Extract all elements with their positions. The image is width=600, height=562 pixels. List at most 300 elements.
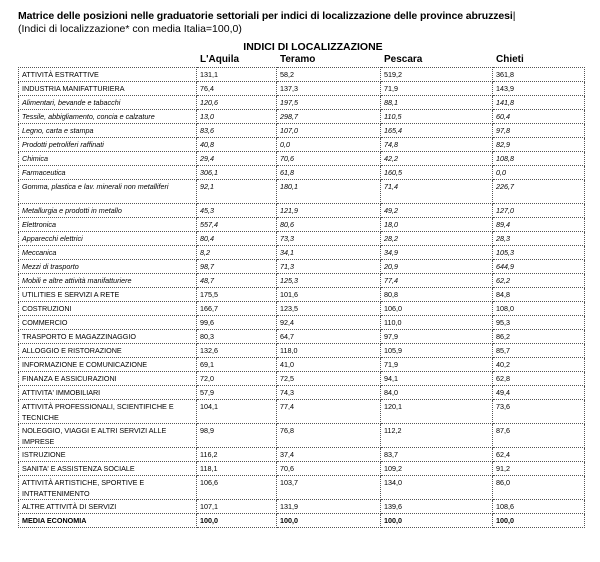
index-value: 121,9 xyxy=(280,206,298,215)
value-cell xyxy=(381,372,493,386)
value-cell xyxy=(197,204,277,218)
table-row xyxy=(19,232,585,246)
row-label-cell xyxy=(19,288,197,302)
index-value: 97,9 xyxy=(384,332,398,341)
index-value: 72,0 xyxy=(200,374,214,383)
value-cell xyxy=(277,462,381,476)
index-value: 118,1 xyxy=(200,464,218,473)
row-label: Legno, carta e stampa xyxy=(22,126,94,135)
index-value: 18,0 xyxy=(384,220,398,229)
row-label-cell xyxy=(19,514,197,528)
value-cell xyxy=(277,166,381,180)
value-cell xyxy=(277,246,381,260)
index-value: 165,4 xyxy=(384,126,402,135)
index-value: 28,2 xyxy=(384,234,398,243)
index-value: 0,0 xyxy=(496,168,506,177)
table-row xyxy=(19,424,585,448)
index-value: 107,0 xyxy=(280,126,298,135)
table-row xyxy=(19,218,585,232)
index-value: 106,0 xyxy=(384,304,402,313)
value-cell xyxy=(197,124,277,138)
table-row xyxy=(19,500,585,514)
value-cell xyxy=(277,386,381,400)
column-header-pescara: Pescara xyxy=(384,54,423,65)
table-row xyxy=(19,204,585,218)
index-value: 141,8 xyxy=(496,98,514,107)
value-cell xyxy=(197,448,277,462)
index-value: 49,2 xyxy=(384,206,398,215)
value-cell xyxy=(493,274,585,288)
value-cell xyxy=(197,82,277,96)
value-cell xyxy=(197,152,277,166)
row-label: ISTRUZIONE xyxy=(22,450,66,459)
index-value: 137,3 xyxy=(280,84,298,93)
index-value: 76,4 xyxy=(200,84,214,93)
row-label-cell xyxy=(19,180,197,204)
document-title xyxy=(18,10,584,23)
value-cell xyxy=(381,358,493,372)
value-cell xyxy=(493,302,585,316)
index-value: 110,0 xyxy=(384,318,402,327)
row-label-cell xyxy=(19,358,197,372)
index-value: 557,4 xyxy=(200,220,218,229)
row-label-cell xyxy=(19,96,197,110)
row-label: SANITA' E ASSISTENZA SOCIALE xyxy=(22,464,135,473)
index-value: 74,3 xyxy=(280,388,294,397)
value-cell xyxy=(277,218,381,232)
index-value: 100,0 xyxy=(384,516,402,525)
table-row xyxy=(19,180,585,204)
value-cell xyxy=(493,232,585,246)
value-cell xyxy=(493,500,585,514)
table-row xyxy=(19,330,585,344)
row-label-cell xyxy=(19,316,197,330)
index-value: 131,1 xyxy=(200,70,218,79)
row-label: ALLOGGIO E RISTORAZIONE xyxy=(22,346,122,355)
index-value: 197,5 xyxy=(280,98,298,107)
row-label-cell xyxy=(19,246,197,260)
row-label-cell xyxy=(19,110,197,124)
row-label-cell xyxy=(19,400,197,424)
row-label: FINANZA E ASSICURAZIONI xyxy=(22,374,117,383)
value-cell xyxy=(381,180,493,204)
table-row xyxy=(19,166,585,180)
index-value: 60,4 xyxy=(496,112,510,121)
table-row xyxy=(19,68,585,82)
value-cell xyxy=(493,96,585,110)
value-cell xyxy=(493,344,585,358)
row-label: Farmaceutica xyxy=(22,168,66,177)
index-value: 82,9 xyxy=(496,140,510,149)
row-label-cell xyxy=(19,260,197,274)
table-row xyxy=(19,476,585,500)
value-cell xyxy=(277,288,381,302)
index-value: 306,1 xyxy=(200,168,218,177)
value-cell xyxy=(493,330,585,344)
value-cell xyxy=(493,246,585,260)
value-cell xyxy=(381,260,493,274)
row-label: TRASPORTO E MAGAZZINAGGIO xyxy=(22,332,136,341)
row-label: NOLEGGIO, VIAGGI E ALTRI SERVIZI ALLE IMPRESE xyxy=(22,426,167,446)
value-cell xyxy=(197,424,277,448)
row-label: Mezzi di trasporto xyxy=(22,262,79,271)
row-label: ATTIVITA' IMMOBILIARI xyxy=(22,388,101,397)
index-value: 8,2 xyxy=(200,248,210,257)
value-cell xyxy=(493,152,585,166)
index-value: 61,8 xyxy=(280,168,294,177)
table-row xyxy=(19,302,585,316)
index-value: 105,3 xyxy=(496,248,514,257)
row-label: ATTIVITÀ ESTRATTIVE xyxy=(22,70,99,79)
value-cell xyxy=(197,110,277,124)
value-cell xyxy=(197,358,277,372)
section-header: INDICI DI LOCALIZZAZIONE xyxy=(243,41,383,53)
index-value: 42,2 xyxy=(384,154,398,163)
value-cell xyxy=(197,400,277,424)
row-label-cell xyxy=(19,344,197,358)
value-cell xyxy=(197,218,277,232)
value-cell xyxy=(197,330,277,344)
table-row xyxy=(19,358,585,372)
index-value: 77,4 xyxy=(280,402,294,411)
index-value: 86,0 xyxy=(496,478,510,487)
row-label: Meccanica xyxy=(22,248,57,257)
column-header-teramo: Teramo xyxy=(280,54,316,65)
column-header-laquila: L'Aquila xyxy=(200,54,240,65)
value-cell xyxy=(277,232,381,246)
value-cell xyxy=(277,152,381,166)
index-value: 160,5 xyxy=(384,168,402,177)
index-value: 71,9 xyxy=(384,84,398,93)
value-cell xyxy=(277,274,381,288)
value-cell xyxy=(381,288,493,302)
value-cell xyxy=(381,152,493,166)
value-cell xyxy=(381,448,493,462)
value-cell xyxy=(381,330,493,344)
value-cell xyxy=(493,110,585,124)
row-label: ALTRE ATTIVITÀ DI SERVIZI xyxy=(22,502,117,511)
index-value: 101,6 xyxy=(280,290,298,299)
value-cell xyxy=(277,424,381,448)
index-value: 104,1 xyxy=(200,402,218,411)
table-row xyxy=(19,400,585,424)
index-value: 62,8 xyxy=(496,374,510,383)
index-value: 143,9 xyxy=(496,84,514,93)
document-page xyxy=(18,10,584,525)
value-cell xyxy=(381,400,493,424)
value-cell xyxy=(197,476,277,500)
indices-table-body xyxy=(19,68,585,528)
table-row xyxy=(19,316,585,330)
value-cell xyxy=(277,260,381,274)
value-cell xyxy=(277,514,381,528)
index-value: 71,9 xyxy=(384,360,398,369)
row-label: Alimentari, bevande e tabacchi xyxy=(22,98,121,107)
value-cell xyxy=(381,124,493,138)
value-cell xyxy=(381,82,493,96)
row-label-cell xyxy=(19,166,197,180)
row-label: Mobili e altre attività manifatturiere xyxy=(22,276,132,285)
value-cell xyxy=(197,232,277,246)
value-cell xyxy=(493,82,585,96)
index-value: 41,0 xyxy=(280,360,294,369)
value-cell xyxy=(381,462,493,476)
row-label-cell xyxy=(19,302,197,316)
index-value: 100,0 xyxy=(280,516,298,525)
row-label-cell xyxy=(19,476,197,500)
value-cell xyxy=(277,124,381,138)
index-value: 116,2 xyxy=(200,450,218,459)
index-value: 83,7 xyxy=(384,450,398,459)
row-label-cell xyxy=(19,138,197,152)
index-value: 120,1 xyxy=(384,402,402,411)
value-cell xyxy=(197,344,277,358)
value-cell xyxy=(277,82,381,96)
index-value: 72,5 xyxy=(280,374,294,383)
value-cell xyxy=(381,110,493,124)
row-label: Apparecchi elettrici xyxy=(22,234,83,243)
index-value: 40,2 xyxy=(496,360,510,369)
value-cell xyxy=(277,448,381,462)
value-cell xyxy=(197,274,277,288)
value-cell xyxy=(381,302,493,316)
table-row xyxy=(19,274,585,288)
index-value: 99,6 xyxy=(200,318,214,327)
value-cell xyxy=(493,68,585,82)
value-cell xyxy=(197,138,277,152)
table-row xyxy=(19,288,585,302)
row-label: ATTIVITÀ PROFESSIONALI, SCIENTIFICHE E TECNICHE xyxy=(22,402,174,422)
value-cell xyxy=(197,372,277,386)
value-cell xyxy=(197,514,277,528)
table-row xyxy=(19,110,585,124)
index-value: 40,8 xyxy=(200,140,214,149)
index-value: 118,0 xyxy=(280,346,298,355)
value-cell xyxy=(197,68,277,82)
row-label-cell xyxy=(19,68,197,82)
value-cell xyxy=(493,424,585,448)
row-label-cell xyxy=(19,500,197,514)
row-label: UTILITIES E SERVIZI A RETE xyxy=(22,290,120,299)
value-cell xyxy=(381,514,493,528)
index-value: 94,1 xyxy=(384,374,398,383)
table-row xyxy=(19,344,585,358)
index-value: 70,6 xyxy=(280,464,294,473)
index-value: 132,6 xyxy=(200,346,218,355)
index-value: 70,6 xyxy=(280,154,294,163)
value-cell xyxy=(381,232,493,246)
index-value: 49,4 xyxy=(496,388,510,397)
row-label-cell xyxy=(19,372,197,386)
index-value: 110,5 xyxy=(384,112,402,121)
index-value: 69,1 xyxy=(200,360,214,369)
index-value: 73,6 xyxy=(496,402,510,411)
value-cell xyxy=(493,180,585,204)
value-cell xyxy=(381,68,493,82)
index-value: 134,0 xyxy=(384,478,402,487)
value-cell xyxy=(493,166,585,180)
table-row xyxy=(19,152,585,166)
index-value: 64,7 xyxy=(280,332,294,341)
value-cell xyxy=(381,274,493,288)
value-cell xyxy=(381,138,493,152)
index-value: 226,7 xyxy=(496,182,514,191)
index-value: 58,2 xyxy=(280,70,294,79)
index-value: 644,9 xyxy=(496,262,514,271)
value-cell xyxy=(493,218,585,232)
index-value: 98,9 xyxy=(200,426,214,435)
row-label-cell xyxy=(19,274,197,288)
index-value: 175,5 xyxy=(200,290,218,299)
value-cell xyxy=(381,500,493,514)
value-cell xyxy=(197,302,277,316)
row-label-cell xyxy=(19,232,197,246)
index-value: 105,9 xyxy=(384,346,402,355)
value-cell xyxy=(277,500,381,514)
row-label: Metallurgia e prodotti in metallo xyxy=(22,206,122,215)
index-value: 106,6 xyxy=(200,478,218,487)
value-cell xyxy=(277,372,381,386)
index-value: 519,2 xyxy=(384,70,402,79)
index-value: 100,0 xyxy=(496,516,514,525)
row-label-cell xyxy=(19,424,197,448)
value-cell xyxy=(277,138,381,152)
index-value: 29,4 xyxy=(200,154,214,163)
row-label: INDUSTRIA MANIFATTURIERA xyxy=(22,84,125,93)
value-cell xyxy=(381,96,493,110)
index-value: 87,6 xyxy=(496,426,510,435)
row-label: MEDIA ECONOMIA xyxy=(22,516,87,525)
value-cell xyxy=(197,180,277,204)
value-cell xyxy=(197,316,277,330)
row-label: INFORMAZIONE E COMUNICAZIONE xyxy=(22,360,147,369)
index-value: 20,9 xyxy=(384,262,398,271)
indices-table xyxy=(18,67,585,528)
row-label: Prodotti petroliferi raffinati xyxy=(22,140,104,149)
value-cell xyxy=(381,386,493,400)
index-value: 100,0 xyxy=(200,516,218,525)
index-value: 28,3 xyxy=(496,234,510,243)
index-value: 80,3 xyxy=(200,332,214,341)
value-cell xyxy=(493,400,585,424)
value-cell xyxy=(197,288,277,302)
value-cell xyxy=(493,462,585,476)
index-value: 139,6 xyxy=(384,502,402,511)
value-cell xyxy=(277,110,381,124)
index-value: 48,7 xyxy=(200,276,214,285)
value-cell xyxy=(493,288,585,302)
value-cell xyxy=(493,514,585,528)
index-value: 92,1 xyxy=(200,182,214,191)
row-label-cell xyxy=(19,82,197,96)
index-value: 62,4 xyxy=(496,450,510,459)
index-value: 34,1 xyxy=(280,248,294,257)
index-value: 80,4 xyxy=(200,234,214,243)
value-cell xyxy=(277,344,381,358)
value-cell xyxy=(197,260,277,274)
table-row xyxy=(19,82,585,96)
text-cursor: | xyxy=(512,10,516,22)
table-row xyxy=(19,260,585,274)
index-value: 80,8 xyxy=(384,290,398,299)
index-value: 107,1 xyxy=(200,502,218,511)
index-value: 34,9 xyxy=(384,248,398,257)
table-row xyxy=(19,246,585,260)
index-value: 74,8 xyxy=(384,140,398,149)
table-row xyxy=(19,386,585,400)
value-cell xyxy=(493,448,585,462)
index-value: 62,2 xyxy=(496,276,510,285)
index-value: 127,0 xyxy=(496,206,514,215)
value-cell xyxy=(381,166,493,180)
index-value: 71,3 xyxy=(280,262,294,271)
index-value: 92,4 xyxy=(280,318,294,327)
value-cell xyxy=(493,386,585,400)
value-cell xyxy=(277,400,381,424)
row-label-cell xyxy=(19,386,197,400)
row-label-cell xyxy=(19,448,197,462)
value-cell xyxy=(197,462,277,476)
row-label: ATTIVITÀ ARTISTICHE, SPORTIVE E INTRATTENIMENTO xyxy=(22,478,145,498)
index-value: 91,2 xyxy=(496,464,510,473)
table-row xyxy=(19,372,585,386)
value-cell xyxy=(277,316,381,330)
index-value: 97,8 xyxy=(496,126,510,135)
row-label: Tessile, abbigliamento, concia e calzature xyxy=(22,112,155,121)
value-cell xyxy=(493,124,585,138)
row-label-cell xyxy=(19,204,197,218)
value-cell xyxy=(493,316,585,330)
table-row xyxy=(19,448,585,462)
index-value: 108,6 xyxy=(496,502,514,511)
table-row xyxy=(19,514,585,528)
index-value: 85,7 xyxy=(496,346,510,355)
index-value: 88,1 xyxy=(384,98,398,107)
index-value: 37,4 xyxy=(280,450,294,459)
value-cell xyxy=(381,246,493,260)
value-cell xyxy=(381,204,493,218)
index-value: 0,0 xyxy=(280,140,290,149)
index-value: 108,8 xyxy=(496,154,514,163)
row-label-cell xyxy=(19,330,197,344)
value-cell xyxy=(197,246,277,260)
table-row xyxy=(19,462,585,476)
row-label-cell xyxy=(19,124,197,138)
value-cell xyxy=(277,330,381,344)
value-cell xyxy=(493,358,585,372)
row-label: COMMERCIO xyxy=(22,318,68,327)
index-value: 77,4 xyxy=(384,276,398,285)
value-cell xyxy=(197,386,277,400)
document-subtitle: (Indici di localizzazione* con media Italia=100,0) xyxy=(18,23,242,35)
index-value: 120,6 xyxy=(200,98,218,107)
value-cell xyxy=(277,302,381,316)
index-value: 125,3 xyxy=(280,276,298,285)
index-value: 166,7 xyxy=(200,304,218,313)
title-text: Matrice delle posizioni nelle graduatorie settoriali per indici di localizzazione delle province abruzzesi xyxy=(18,10,513,22)
value-cell xyxy=(277,476,381,500)
value-cell xyxy=(493,260,585,274)
index-value: 123,5 xyxy=(280,304,298,313)
value-cell xyxy=(493,476,585,500)
index-value: 83,6 xyxy=(200,126,214,135)
index-value: 109,2 xyxy=(384,464,402,473)
index-value: 80,6 xyxy=(280,220,294,229)
value-cell xyxy=(381,424,493,448)
value-cell xyxy=(381,344,493,358)
row-label-cell xyxy=(19,218,197,232)
index-value: 103,7 xyxy=(280,478,298,487)
